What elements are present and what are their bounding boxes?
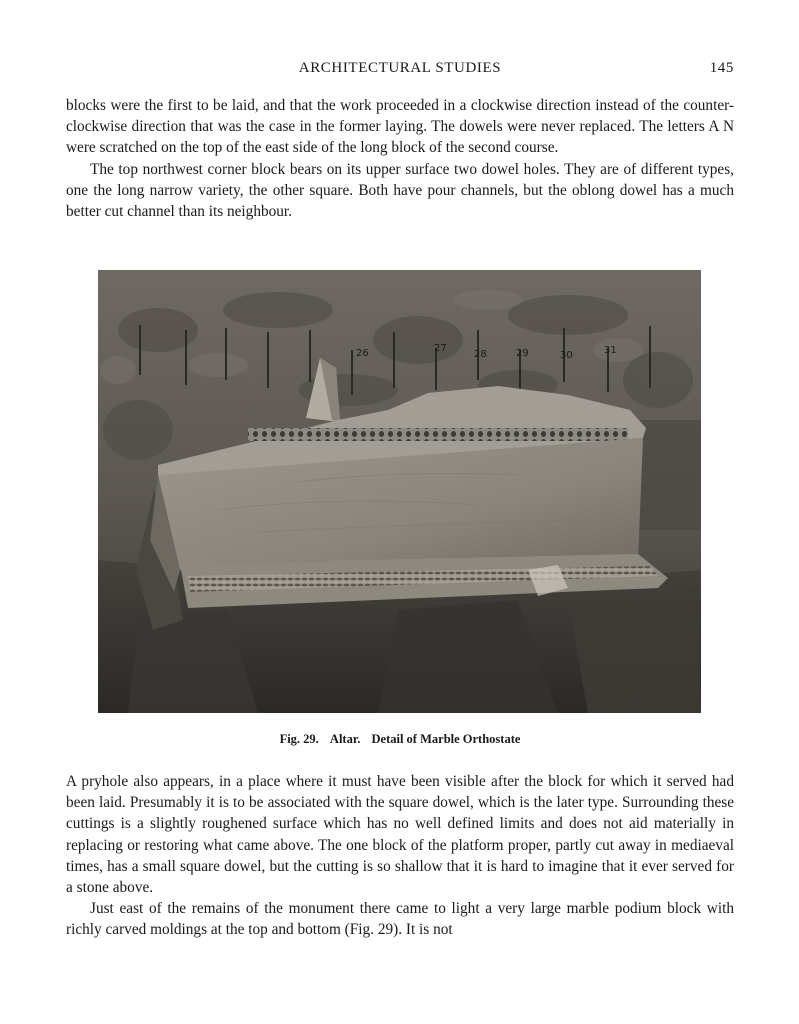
photo-illustration bbox=[98, 270, 701, 713]
figure-photo-marble-orthostate bbox=[98, 270, 701, 713]
figure-caption bbox=[66, 732, 734, 747]
running-head bbox=[66, 60, 734, 80]
paragraph-continuation: blocks were the first to be laid, and that the work proceeded in a clockwise direction instead of the counter-clockwise direction that was the case in the former laying. The dowels were never replaced. The letters A N were scratched on the top of the east side of the long block of the second course. bbox=[66, 97, 734, 157]
caption-subject: Altar. bbox=[329, 732, 361, 746]
page-number: 145 bbox=[709, 60, 734, 76]
paragraph-podium-block: Just east of the remains of the monument there came to light a very large marble podium block with richly carved moldings at the top and bottom (Fig. 29). It is not bbox=[66, 900, 734, 939]
stake-label: 26 bbox=[356, 348, 369, 359]
stake-label: 29 bbox=[516, 348, 529, 359]
stake-label: 31 bbox=[604, 345, 617, 356]
stake-label: 30 bbox=[560, 350, 573, 361]
caption-text: Detail of Marble Orthostate bbox=[371, 732, 521, 746]
text-block-top bbox=[66, 95, 734, 222]
paragraph-dowel-holes: The top northwest corner block bears on its upper surface two dowel holes. They are of different types, one the long narrow variety, the other square. Both have pour channels, but the oblong dowel has a much better cut channel than its neighbour. bbox=[66, 160, 734, 221]
paragraph-pryhole: A pryhole also appears, in a place where it must have been visible after the block for which it served had been laid. Presumably it is to be associated with the square dowel, which is the later type. Surrounding these cuttings is a slightly roughened surface which has no well defined limits and does not aid materially in replacing or restoring what came above. The one block of the platform proper, partly cut away in mediaeval times, has a small square dowel, but the cutting is so shallow that it is hard to imagine that it ever served for a stone above. bbox=[66, 773, 734, 897]
text-block-bottom bbox=[66, 771, 734, 941]
stake-label: 27 bbox=[434, 343, 447, 354]
stake-label: 28 bbox=[474, 349, 487, 360]
running-title: ARCHITECTURAL STUDIES bbox=[298, 60, 502, 76]
caption-number: Fig. 29. bbox=[279, 732, 319, 746]
